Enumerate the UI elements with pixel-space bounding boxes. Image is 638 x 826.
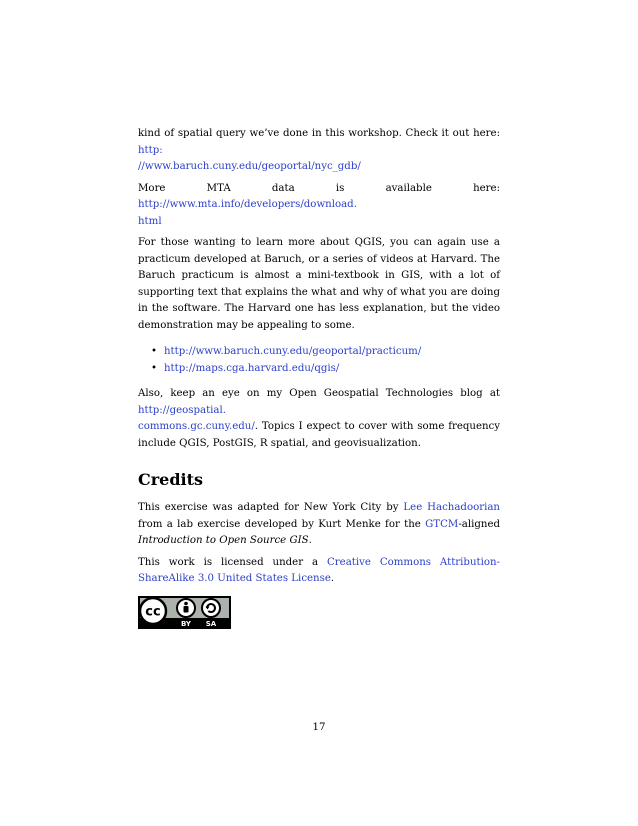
paragraph-text: This exercise was adapted for New York City by [138, 502, 404, 513]
paragraph-credits [138, 500, 500, 550]
nyc-gdb-link[interactable]: http: [138, 144, 163, 156]
cc-by-sa-badge-icon[interactable] [138, 596, 231, 629]
paragraph-text: . [330, 573, 335, 584]
page-number: 17 [312, 722, 326, 733]
mta-developers-link-cont[interactable]: html [138, 215, 162, 227]
by-label: BY [180, 619, 192, 628]
author-link[interactable]: Lee Hachadoorian [403, 502, 500, 513]
paragraph-text: -aligned [458, 518, 500, 530]
resource-list [138, 344, 500, 377]
blog-link-cont[interactable]: commons.gc.cuny.edu/ [138, 421, 255, 432]
paragraph-text: kind of spatial query we’ve done in this workshop. Check it out here: [138, 128, 500, 139]
paragraph-license [138, 555, 500, 588]
paragraph-text: This work is licensed under a [138, 556, 327, 568]
paragraph-text: . [308, 535, 312, 546]
paragraph-text: . Topics I expect to cover with some frequency include QGIS, PostGIS, R spatial, and geovisualization. [138, 421, 500, 449]
mta-developers-link[interactable]: http://www.mta.info/developers/download. [138, 199, 357, 210]
cc-logo-text: cc [145, 604, 161, 619]
list-item [151, 361, 500, 378]
bullet-icon: • [151, 362, 158, 374]
bullet-icon: • [151, 346, 158, 357]
paragraph-text: More MTA data is available here: [138, 182, 500, 194]
baruch-practicum-link[interactable]: http://www.baruch.cuny.edu/geoportal/practicum/ [164, 346, 422, 357]
license-link[interactable]: Creative Commons Attribution-ShareAlike 3.0 United States License [138, 556, 500, 584]
list-item [151, 344, 500, 361]
paragraph-text: Also, keep an eye on my Open Geospatial Technologies blog at [138, 388, 500, 399]
credits-heading: Credits [138, 470, 204, 489]
paragraph-text: from a lab exercise developed by Kurt Menke for the [138, 518, 426, 530]
nyc-gdb-link-cont[interactable]: //www.baruch.cuny.edu/geoportal/nyc_gdb/ [138, 161, 361, 172]
paragraph-blog [138, 386, 500, 452]
paragraph-qgis-learning: For those wanting to learn more about QGIS, you can again use a practicum developed at Baruch, or a series of videos at Harvard. The Baruch practicum is almost a mini-textbook in GIS, with a lot of supporting text that explains the what and why of what you are doing in the software. The Harvard one has less explanation, but the video demonstration may be appealing to some. [138, 237, 500, 331]
gtcm-link[interactable]: GTCM [425, 518, 459, 530]
blog-link[interactable]: http://geospatial. [138, 404, 226, 416]
paragraph-mta [138, 181, 500, 231]
harvard-qgis-link[interactable]: http://maps.cga.harvard.edu/qgis/ [164, 362, 340, 374]
page-content [138, 126, 500, 633]
course-title: Introduction to Open Source GIS [138, 535, 309, 546]
sa-label: SA [205, 619, 217, 628]
paragraph-workshop-link [138, 126, 500, 176]
